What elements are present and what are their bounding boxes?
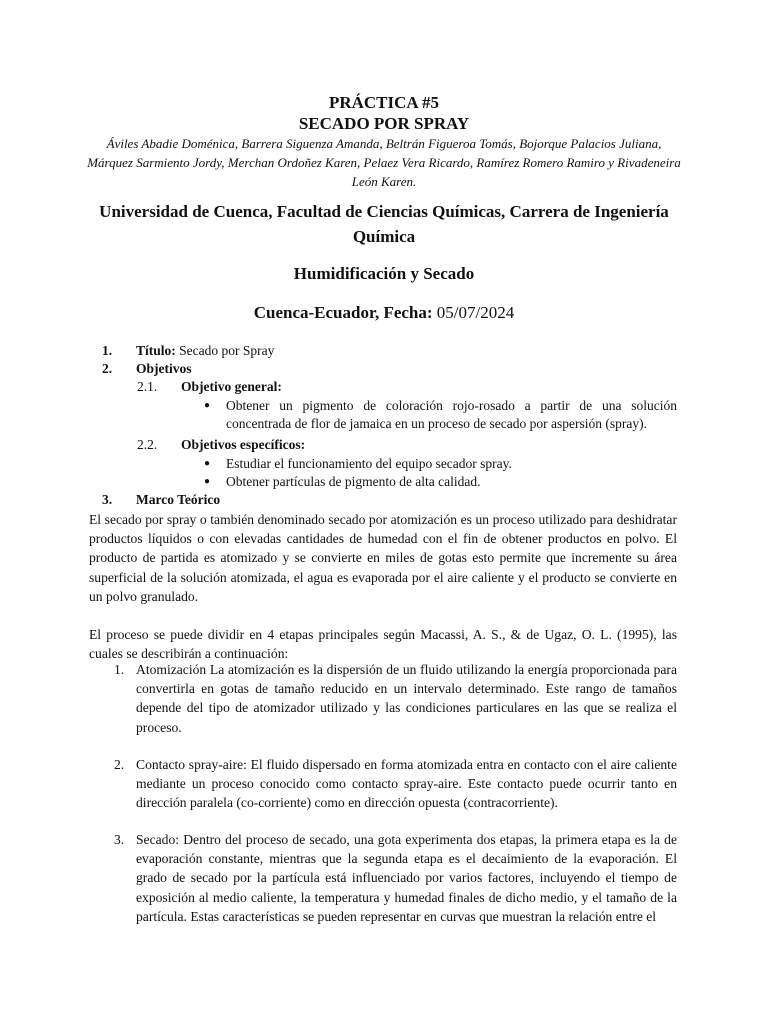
section-1-number: 1. <box>102 343 113 358</box>
list-item-1-number: 1. <box>114 662 125 677</box>
institution: Universidad de Cuenca, Facultad de Ciencias Químicas, Carrera de Ingeniería Química <box>99 202 669 246</box>
objective-specific-2: Obtener partículas de pigmento de alta calidad. <box>226 474 481 489</box>
paragraph-1: El secado por spray o también denominado secado por atomización es un proceso utilizado para deshidratar productos líquidos o con elevadas cantidades de humedad con el fin de obtener productos en polvo. El producto de partida es atomizado y se convierte en miles de gotas esto permite que incremente su área superficial de la solución atomizada, el agua es evaporada por el aire caliente y el producto se convierte en un polvo granulado. <box>89 512 677 604</box>
location-date <box>0 303 768 323</box>
bullet-icon: ● <box>204 458 211 469</box>
subsection-2-1-number: 2.1. <box>137 379 158 394</box>
date-value: 05/07/2024 <box>436 303 515 322</box>
section-3-label: Marco Teórico <box>136 492 221 507</box>
section-1 <box>136 342 274 360</box>
bullet-icon: ● <box>204 476 211 487</box>
practice-number: PRÁCTICA #5 <box>328 93 440 112</box>
section-2-number: 2. <box>102 361 113 376</box>
objective-specific-1: Estudiar el funcionamiento del equipo secador spray. <box>226 456 512 471</box>
list-item-3-number: 3. <box>114 832 125 847</box>
subsection-2-2-number: 2.2. <box>137 437 158 452</box>
subsection-2-2-label: Objetivos específicos: <box>181 437 306 452</box>
authors: Áviles Abadie Doménica, Barrera Siguenza Amanda, Beltrán Figueroa Tomás, Bojorque Palacios Juliana, Márquez Sarmiento Jordy, Merchan Ordoñez Karen, Pelaez Vera Ricardo, Ramírez Romero Ramiro y Rivadeneira León Karen. <box>87 136 681 189</box>
subject: Humidificación y Secado <box>293 264 475 283</box>
section-1-value: Secado por Spray <box>179 343 275 358</box>
list-item-2-number: 2. <box>114 757 125 772</box>
section-3-number: 3. <box>102 492 113 507</box>
list-item-1-text: Atomización La atomización es la dispersión de un fluido utilizando la energía proporcionada para convertirla en gotas de tamaño reducido en un intervalo determinado. Este rango de tamaños depende del tipo de atomizador utilizado y las condiciones particulares en las que se realiza el proceso. <box>136 662 677 735</box>
objective-general-text: Obtener un pigmento de coloración rojo-rosado a partir de una solución concentrada de flor de jamaica en un proceso de secado por aspersión (spray). <box>226 398 677 431</box>
subsection-2-1-label: Objetivo general: <box>181 379 282 394</box>
section-1-label: Título: <box>136 343 176 358</box>
list-item-3-text: Secado: Dentro del proceso de secado, una gota experimenta dos etapas, la primera etapa es la de evaporación constante, mientras que la segunda etapa es el decaimiento de la evaporación. El grado de secado por la partícula está influenciado por varios factores, incluyendo el tiempo de exposición al medio caliente, la temperatura y humedad finales de dicho medio, y el tamaño de la partícula. Estas características se pueden representar en curvas que muestran la relación entre el <box>136 832 677 924</box>
list-item-2-text: Contacto spray-aire: El fluido dispersado en forma atomizada entra en contacto con el aire caliente mediante un proceso conocido como contacto spray-aire. Este contacto puede ocurrir tanto en dirección paralela (co-corriente) como en dirección opuesta (contracorriente). <box>136 757 677 811</box>
paragraph-2: El proceso se puede dividir en 4 etapas principales según Macassi, A. S., & de Ugaz, O. L. (1995), las cuales se describirán a continuación: <box>89 627 677 662</box>
practice-title: SECADO POR SPRAY <box>298 114 470 133</box>
section-2-label: Objetivos <box>136 361 192 376</box>
bullet-icon: ● <box>204 400 211 411</box>
location-label: Cuenca-Ecuador, Fecha: <box>253 303 433 322</box>
